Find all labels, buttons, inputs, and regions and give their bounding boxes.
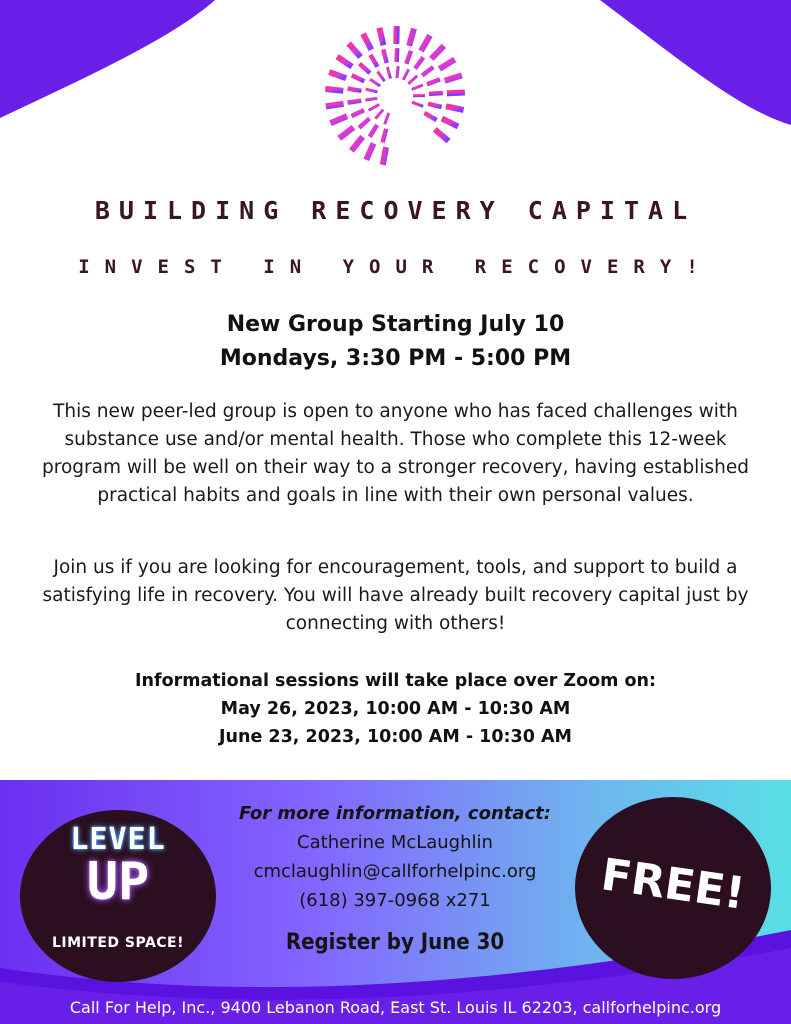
logo-ray [366, 143, 373, 159]
logo-ray [370, 55, 377, 67]
logo-ray [428, 104, 442, 107]
invitation-paragraph: Join us if you are looking for encouragement, tools, and support to build a satisfying life in recovery. You will have already built recovery capital just by connecting with others! [42, 557, 749, 634]
logo-ray [352, 75, 365, 81]
logo-ray [359, 119, 370, 128]
logo-ray [379, 28, 383, 46]
session-date-2: June 23, 2023, 10:00 AM - 10:30 AM [219, 727, 572, 747]
logo-ray [435, 129, 449, 141]
logo-ray [446, 106, 464, 110]
logo-ray [431, 46, 444, 59]
logo-ray [351, 110, 364, 116]
footer-address: Call For Help, Inc., 9400 Lebanon Road, East St. Louis IL 62203, callforhelpinc.org [69, 998, 722, 1017]
free-badge [575, 797, 771, 979]
brand-title: BUILDING RECOVERY CAPITAL [94, 196, 697, 225]
logo-ray [325, 89, 343, 91]
logo-ray [385, 113, 389, 124]
logo-ray [375, 110, 383, 119]
logo-ray [339, 127, 353, 138]
logo-ray [365, 98, 377, 100]
logo-ray [387, 67, 390, 79]
level-up-up-text: UP [86, 852, 150, 912]
group-schedule-heading: Mondays, 3:30 PM - 5:00 PM [219, 346, 572, 371]
logo-ray [412, 85, 423, 89]
logo-ray [424, 113, 436, 120]
logo-ray [383, 129, 387, 143]
logo-ray [442, 119, 458, 127]
logo-ray [427, 79, 440, 84]
contact-name: Catherine McLaughlin [297, 832, 493, 853]
logo-ray [412, 102, 423, 106]
level-up-badge [20, 810, 216, 982]
logo-ray [406, 51, 411, 64]
contact-email-link[interactable]: cmclaughlin@callforhelpinc.org [253, 861, 537, 882]
logo-ray [445, 75, 462, 80]
logo-ray [363, 34, 371, 50]
logo-ray [409, 29, 414, 46]
logo-ray [378, 72, 385, 82]
logo-ray [403, 69, 408, 80]
register-deadline: Register by June 30 [285, 930, 505, 955]
logo-ray [447, 93, 465, 94]
logo-ray [326, 104, 344, 107]
logo-ray [337, 57, 352, 67]
limited-space-text: LIMITED SPACE! [52, 935, 184, 951]
logo-ray [383, 147, 386, 165]
spiral-c-logo-icon [320, 14, 470, 174]
description-paragraph: This new peer-led group is open to anyone who has faced challenges with substance use and/or mental health. Those who complete this 12-week program will be well on their way to a stronger recovery, having established practical habits and goals in line with their own personal values. [42, 401, 749, 506]
free-text: FREE! [598, 849, 748, 920]
session-date-1: May 26, 2023, 10:00 AM - 10:30 AM [220, 699, 571, 719]
logo-ray [439, 60, 454, 69]
group-start-heading: New Group Starting July 10 [226, 312, 565, 337]
sessions-heading: Informational sessions will take place over Zoom on: [135, 671, 656, 691]
logo-ray [370, 125, 377, 137]
logo-ray [360, 64, 370, 73]
logo-ray [429, 93, 443, 94]
logo-ray [351, 137, 362, 151]
contact-heading: For more information, contact: [239, 803, 551, 824]
logo-ray [348, 101, 362, 103]
logo-ray [366, 89, 378, 92]
logo-ray [383, 49, 386, 63]
logo-ray [370, 79, 380, 86]
logo-ray [421, 35, 430, 51]
logo-ray [349, 44, 361, 58]
logo-ray [331, 116, 348, 123]
logo-ray [348, 89, 362, 91]
brand-tagline: INVEST IN YOUR RECOVERY! [78, 256, 713, 278]
logo-ray [397, 66, 398, 78]
logo-ray [422, 67, 433, 75]
logo-ray [329, 72, 346, 78]
logo-ray [369, 105, 380, 111]
level-up-level-text: LEVEL [70, 822, 166, 857]
logo-ray [415, 57, 423, 68]
contact-phone[interactable]: (618) 397-0968 x271 [299, 890, 491, 911]
logo-ray [397, 48, 398, 62]
logo-ray [408, 76, 417, 84]
